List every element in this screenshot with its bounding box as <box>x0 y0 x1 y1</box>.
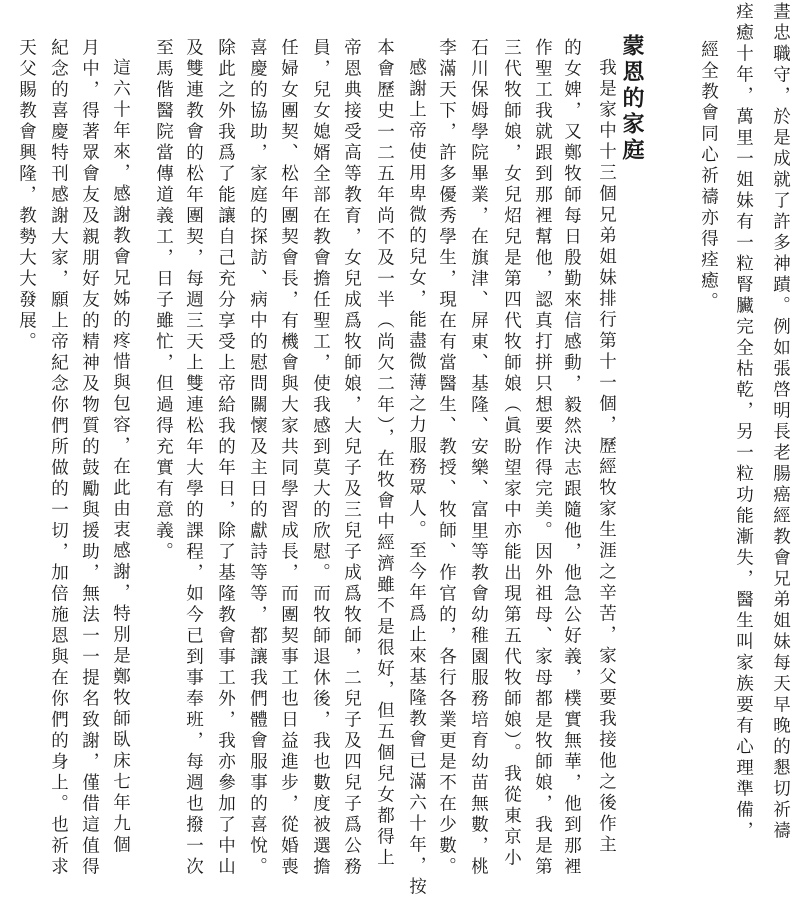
text-column-19: 這六十年來，感謝教會兄姊的疼惜與包容，在此由衷感謝，特別是鄭牧師臥床七年九個 <box>110 58 131 856</box>
text-column-4: 我是家中十三個兄弟姐妹排行第十一個，歷經牧家生涯之辛苦，家父要我接他之後作主 <box>596 58 617 856</box>
section-title: 蒙恩的家庭 <box>619 34 644 164</box>
text-column-12: 帝恩典接受高等教育，女兒成爲牧師娘，大兒子及三兒子成爲牧師，二兒子及四兒子爲公務 <box>341 38 362 878</box>
text-column-21: 紀念的喜慶特刊感謝大家，願上帝紀念你們所做的一切，加倍施恩與在你們的身上。也祈求 <box>48 38 69 878</box>
text-column-2: 痊癒十年，萬里一姐妹有一粒腎臟完全枯乾，另一粒功能漸失，醫生叫家族要有心理準備， <box>733 2 754 842</box>
text-column-16: 除此之外我爲了能讓自己充分享受上帝給我的年日，除了基隆教會事工外，我亦參加了中山 <box>215 38 236 878</box>
text-column-6: 作聖工我就跟到那裡幫他，認真打拼只想要作得完美。因外祖母、家母都是牧師娘，我是第 <box>532 38 553 878</box>
text-column-14: 任婦女團契、松年團契會長，有機會與大家共同學習成長，而團契事工也日益進步，從婚喪 <box>278 38 299 878</box>
text-column-22: 天父賜教會興隆，教勢大大發展。 <box>16 38 37 353</box>
text-column-5: 的女婢，又鄭牧師每日殷勤來信感動，毅然決志跟隨他，他急公好義，樸實無華，他到那裡 <box>561 38 582 878</box>
text-column-20: 月中，得著眾會友及親朋好友的精神及物質的鼓勵與援助，無法一一提名致謝，僅借這值得 <box>79 38 100 878</box>
text-column-8: 石川保姆學院畢業，在旗津、屏東、基隆、安樂、富里等教會幼稚園服務培育幼苗無數，桃 <box>468 38 489 878</box>
text-column-7: 三代牧師娘，女兒炤兒是第四代牧師娘（眞盼望家中亦能出現第五代牧師娘）。我從東京小 <box>501 38 522 870</box>
text-column-17: 及雙連教會的松年團契，每週三天上雙連松年大學的課程，如今已到事奉班，每週也撥一次 <box>183 38 204 878</box>
text-column-9: 李滿天下，許多優秀學生，現在有當醫生、教授、牧師、作官的，各行各業更是不在少數。 <box>436 38 457 878</box>
text-column-13: 員，兒女媳婿全部在教會擔任聖工，使我感到莫大的欣慰。而牧師退休後，我也數度被選擔 <box>310 38 331 878</box>
text-column-11: 本會歷史一二五年尚不及一半（尚欠二年），在牧會中經濟雖不是很好，但五個兒女都得上 <box>374 38 395 870</box>
text-column-1: 晝忠職守，於是成就了許多神蹟。例如張啓明長老腸癌經教會兄弟姐妹每天早晚的懇切祈禱 <box>770 2 791 842</box>
text-column-10: 感謝上帝使用卑微的兒女，能盡微薄之力服務眾人。至今年爲止來基隆教會已滿六十年，按 <box>406 58 427 898</box>
text-column-18: 至馬偕醫院當傳道義工，日子雖忙，但過得充實有意義。 <box>153 38 174 563</box>
text-column-15: 喜慶的協助，家庭的探訪、病中的慰問關懷及主日的獻詩等等，都讓我們體會服事的喜悅。 <box>247 38 268 878</box>
text-column-3: 經全教會同心祈禱亦得痊癒。 <box>698 40 719 313</box>
